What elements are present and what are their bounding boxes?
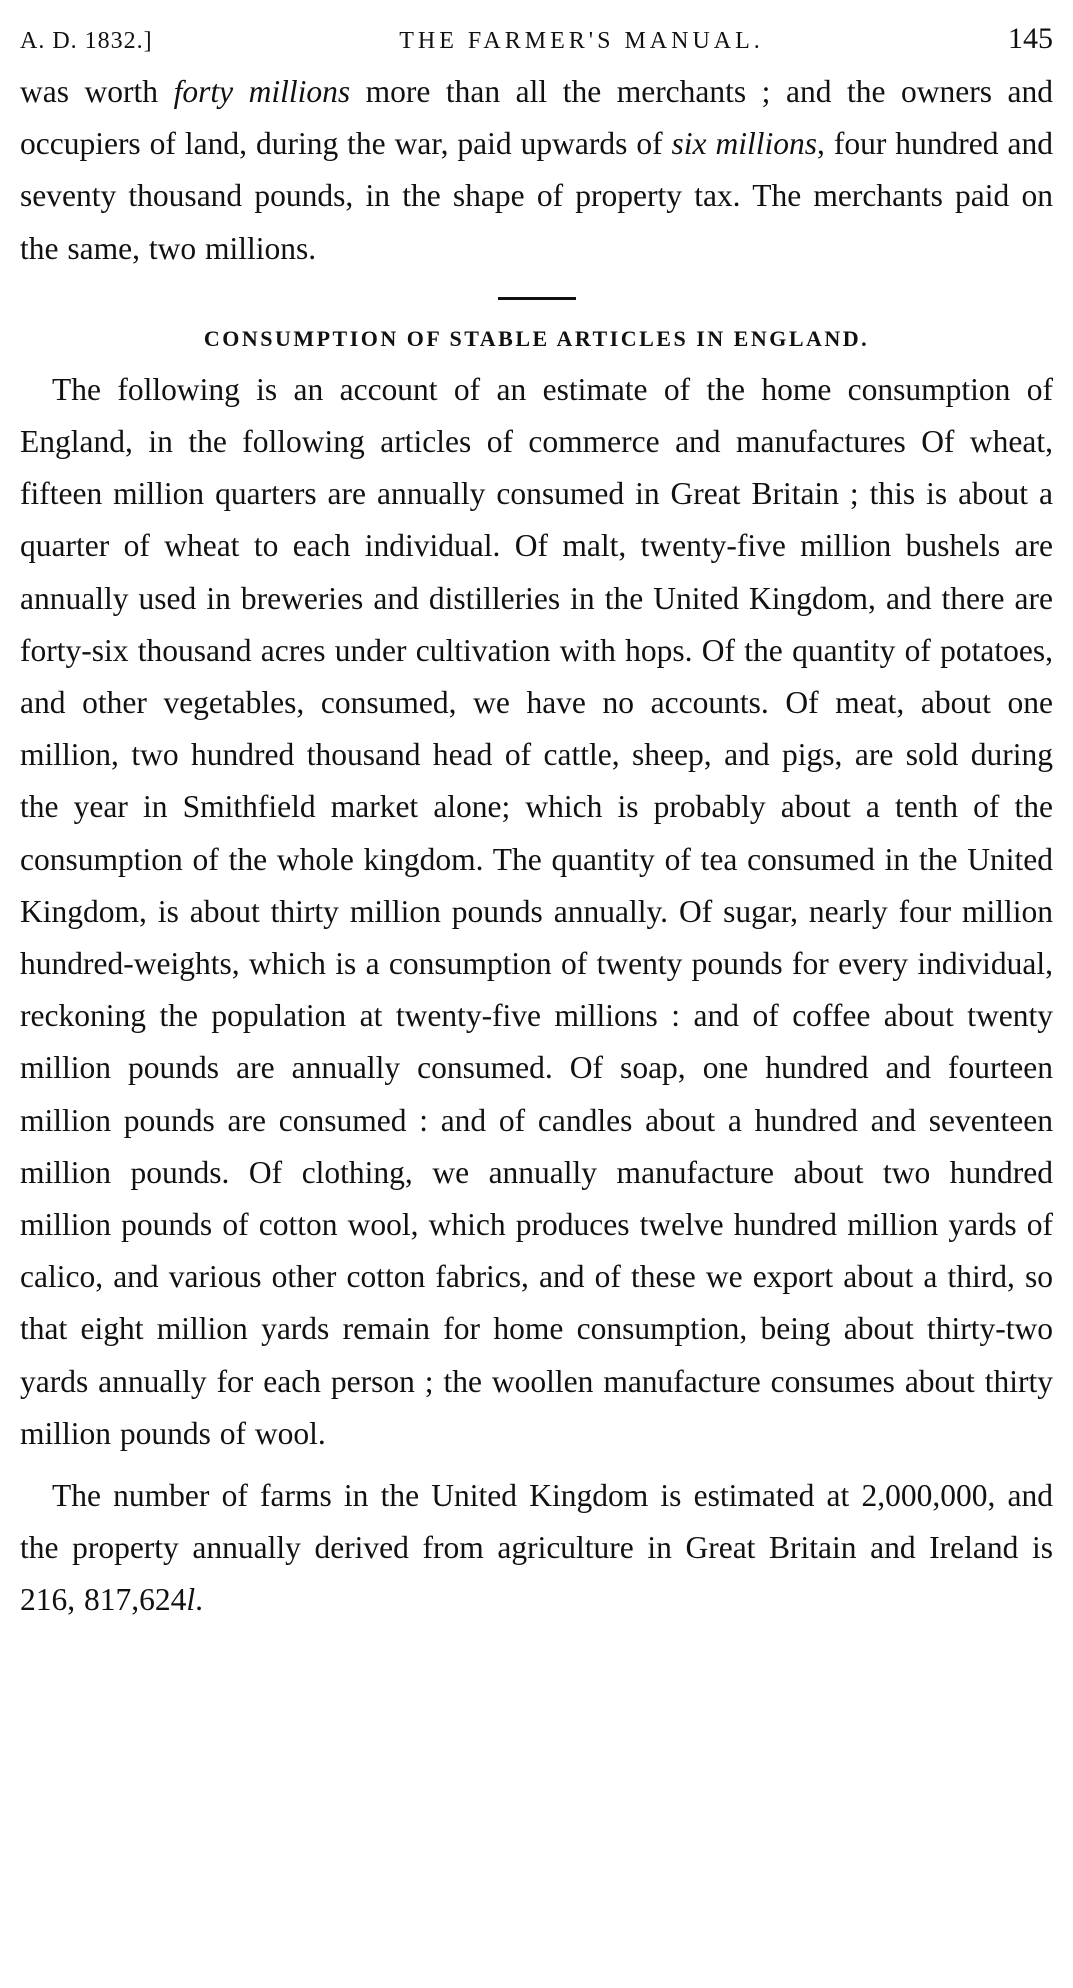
paragraph-text: more than all the merchants ; and the owners and occupiers of land, during the war, paid upwards of (20, 74, 1054, 162)
italic-phrase: forty millions (173, 74, 351, 109)
paragraph-text: , four hundred and seventy thousand pounds, in the shape of property tax. The merchants paid on the same, two millions. (20, 126, 1053, 266)
section-heading: CONSUMPTION OF STABLE ARTICLES IN ENGLAND. (203, 325, 870, 351)
paragraph-consumption: The following is an account of an estimate of the home consumption of England, in the following articles of commerce and manufactures Of wheat, fifteen million quarters are annually consumed in Great Britain ; this is about a quarter of wheat to each individual. Of malt, twenty-five million bushels are annually used in breweries and distilleries in the United Kingdom, and there are forty-six thousand acres under cultivation with hops. Of the quantity of potatoes, and other vegetables, consumed, we have no accounts. Of meat, about one million, two hundred thousand head of cattle, sheep, and pigs, are sold during the year in Smithfield market alone; which is probably about a tenth of the consumption of the whole kingdom. The quantity of tea consumed in the United Kingdom, is about thirty million pounds annually. Of sugar, nearly four million hundred-weights, which is a consumption of twenty pounds for every individual, reckoning the population at twenty-five millions : and of coffee about twenty million pounds are annually consumed. Of soap, one hundred and fourteen million pounds are consumed : and of candles about a hundred and seventeen million pounds. Of clothing, we annually manufacture about two hundred million pounds of cotton wool, which produces twelve hundred million yards of calico, and various other cotton fabrics, and of these we export about a third, so that eight million yards remain for home consumption, being about thirty-two yards annually for each person ; the woollen manufacture consumes about thirty million pounds of wool. (20, 371, 1053, 1451)
running-head (20, 22, 1053, 66)
italic-currency-mark: l (186, 1582, 196, 1618)
section-divider (498, 297, 576, 300)
paragraph-text: The number of farms in the United Kingdom is estimated at 2,000,000, and the property annually derived from agriculture in Great Britain and Ireland is 216, 817,624 (20, 1478, 1053, 1618)
running-head-date: A. D. 1832.] (20, 28, 153, 54)
italic-phrase: six millions (671, 126, 818, 162)
paragraph-text: . (195, 1582, 204, 1618)
running-head-title: THE FARMER'S MANUAL. (399, 28, 764, 54)
page-number: 145 (1008, 22, 1053, 55)
paragraph-property-tax (20, 66, 1053, 275)
paragraph-farms (20, 1470, 1053, 1627)
paragraph-text: was worth (20, 74, 174, 109)
